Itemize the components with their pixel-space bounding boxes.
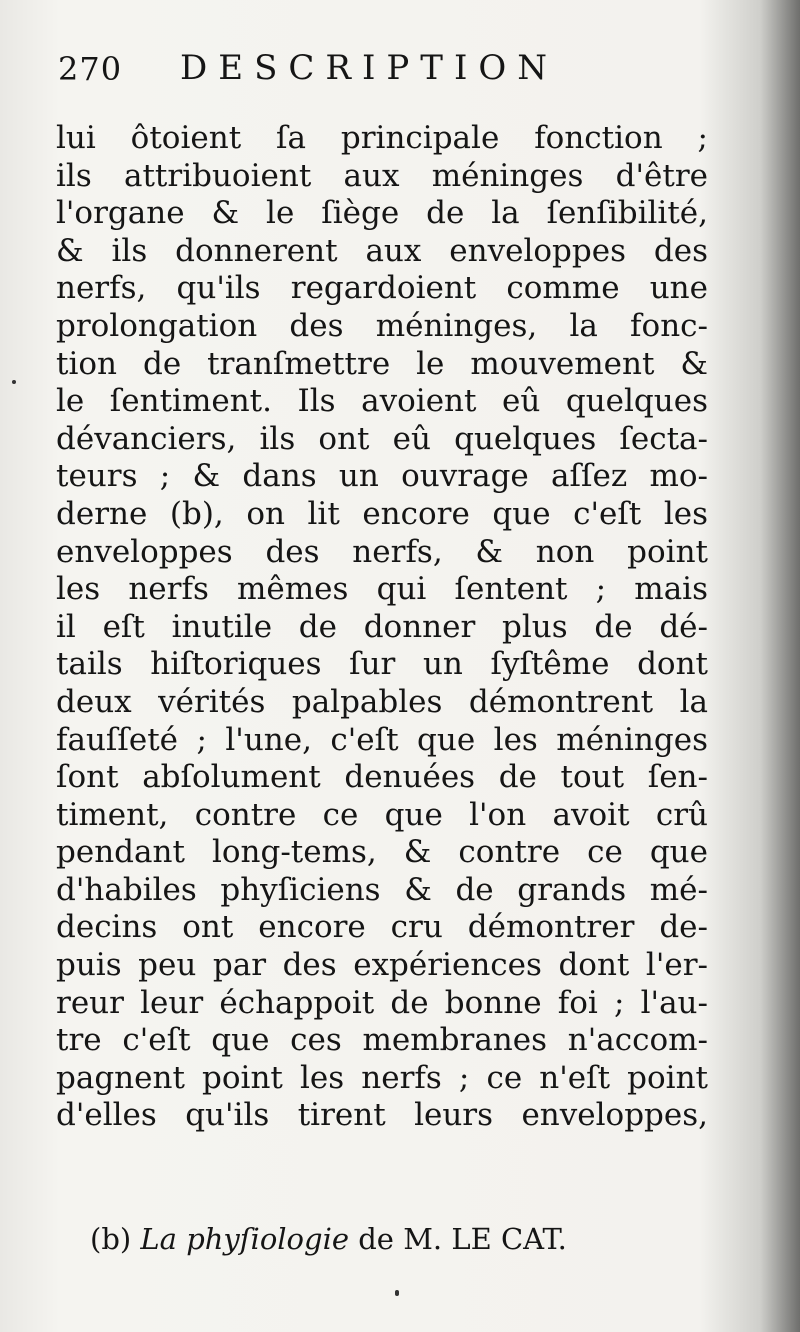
text-line: lui ôtoient ſa principale fonction ; <box>56 120 708 156</box>
text-line: il eſt inutile de donner plus de dé- <box>56 608 708 645</box>
text-line: d'elles qu'ils tirent leurs enveloppes, <box>56 1097 708 1134</box>
text-line: nerfs, qu'ils regardoient comme une <box>56 270 708 307</box>
ink-speck <box>12 380 16 384</box>
running-head <box>58 42 758 102</box>
text-line: puis peu par des expériences dont l'er- <box>56 947 708 984</box>
text-line: decins ont encore cru démontrer de- <box>56 909 708 946</box>
text-line: l'organe & le ſiège de la ſenſibilité, <box>56 195 708 232</box>
text-line: derne (b), on lit encore que c'eſt les <box>56 495 708 532</box>
page-heading: DESCRIPTION <box>180 48 559 88</box>
footnote-marker: (b) <box>90 1222 132 1256</box>
text-line: enveloppes des nerfs, & non point <box>56 533 708 570</box>
body-text <box>56 120 708 1135</box>
text-line: timent, contre ce que l'on avoit crû <box>56 796 708 833</box>
footnote <box>90 1222 567 1256</box>
text-line: pagnent point les nerfs ; ce n'eſt point <box>56 1059 708 1096</box>
text-line: le ſentiment. Ils avoient eû quelques <box>56 383 708 420</box>
text-line: tion de tranſmettre le mouvement & <box>56 345 708 382</box>
text-line: tre c'eſt que ces membranes n'accom- <box>56 1022 708 1059</box>
text-line: pendant long-tems, & contre ce que <box>56 834 708 871</box>
text-line: deux vérités palpables démontrent la <box>56 683 708 720</box>
text-line: d'habiles phyſiciens & de grands mé- <box>56 871 708 908</box>
footnote-connector: de <box>358 1222 394 1256</box>
text-line: & ils donnerent aux enveloppes des <box>56 232 708 269</box>
text-line: ſont abſolument denuées de tout ſen- <box>56 759 708 796</box>
ink-speck <box>395 1290 399 1296</box>
footnote-author: M. LE CAT. <box>403 1222 567 1256</box>
text-line: fauſſeté ; l'une, c'eſt que les méninges <box>56 721 708 758</box>
text-line: teurs ; & dans un ouvrage aſſez mo- <box>56 458 708 495</box>
text-line: les nerfs mêmes qui ſentent ; mais <box>56 571 708 608</box>
text-line: ils attribuoient aux méninges d'être <box>56 157 708 194</box>
text-line: reur leur échappoit de bonne foi ; l'au- <box>56 984 708 1021</box>
page-number: 270 <box>58 50 123 88</box>
text-line: dévanciers, ils ont eû quelques ſecta- <box>56 420 708 457</box>
footnote-title: La phyſiologie <box>140 1222 350 1256</box>
text-line: tails hiſtoriques ſur un ſyſtême dont <box>56 646 708 683</box>
text-line: prolongation des méninges, la fonc- <box>56 307 708 344</box>
